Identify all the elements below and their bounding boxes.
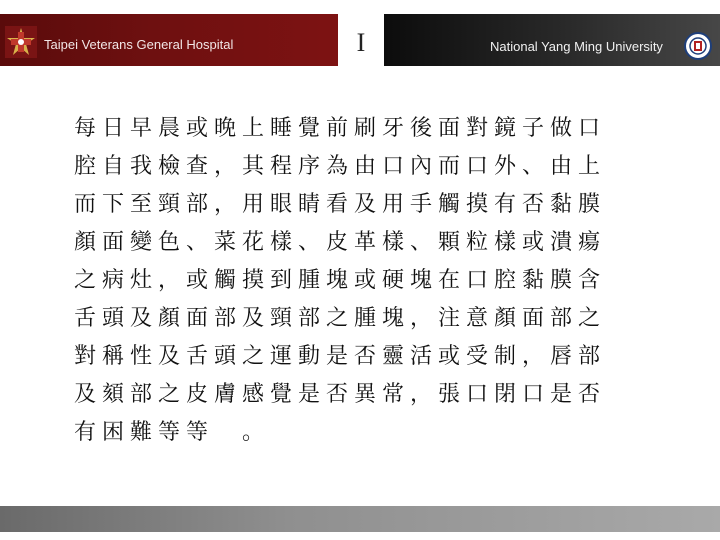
slide-number: I xyxy=(356,28,366,57)
hospital-name: Taipei Veterans General Hospital xyxy=(44,37,234,52)
body-paragraph: 每日早晨或晚上睡覺前刷牙後面對鏡子做口腔自我檢查，其程序為由口內而口外、由上而下至頸部，用眼睛看及用手觸摸有否黏膜顏面變色、菜花樣、皮革樣、顆粒樣或潰瘍之病灶，或觸摸到腫塊或硬塊在口腔黏膜含舌頭及顏面部及頸部之腫塊，注意顏面部之對稱性及舌頭之運動是否靈活或受制，唇部及頦部之皮膚感覺是否異常，張口閉口是否有困難等等 。 xyxy=(74,116,607,445)
university-name: National Yang Ming University xyxy=(490,39,663,54)
footer-band xyxy=(0,506,720,532)
university-seal-icon xyxy=(684,32,712,60)
slide-header xyxy=(0,0,720,66)
hospital-emblem-icon xyxy=(5,26,37,58)
